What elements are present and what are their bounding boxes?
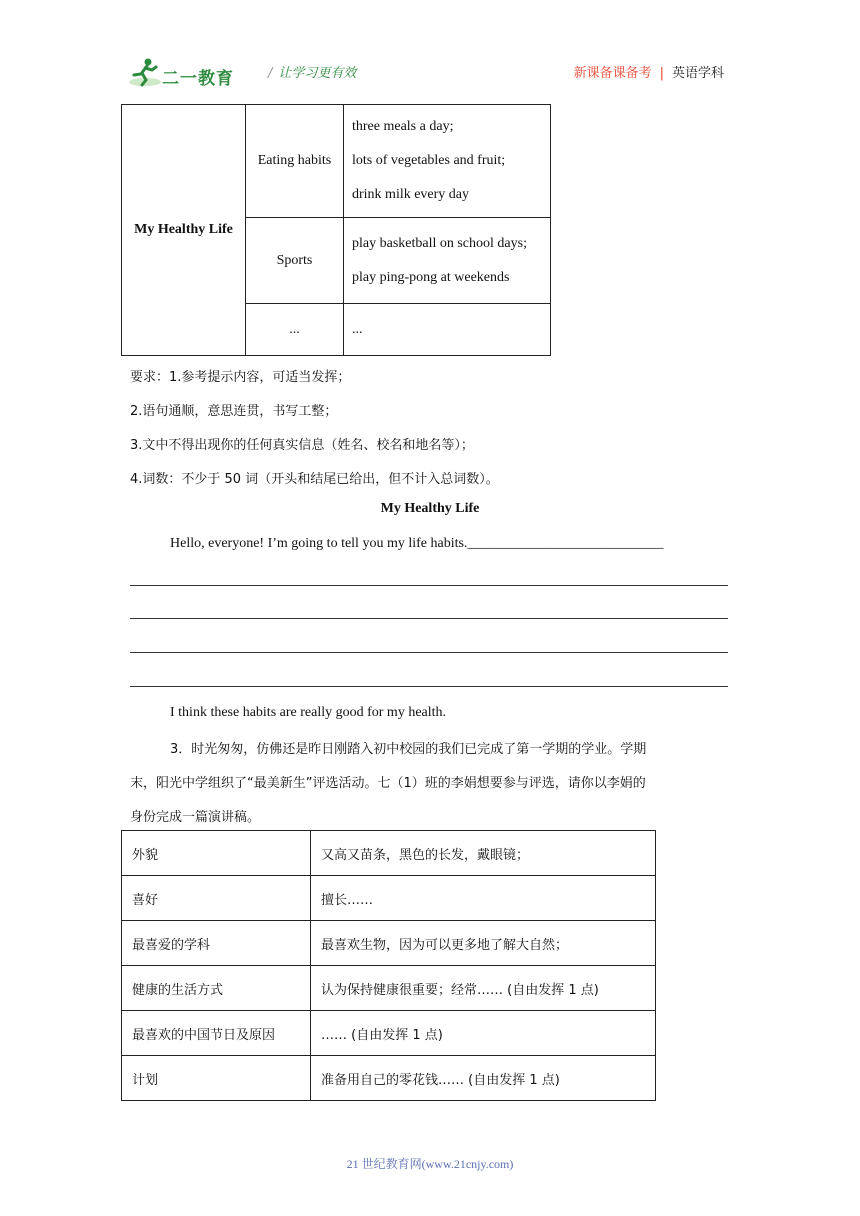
- requirement-3: 3.文中不得出现你的任何真实信息（姓名、校名和地名等）；: [130, 438, 474, 453]
- header-subject-label: 英语学科: [671, 66, 724, 81]
- detail-line: play basketball on school days;: [352, 235, 527, 251]
- header-divider: |: [659, 66, 664, 81]
- runner-icon: [128, 56, 162, 88]
- hint-key: 最喜爱的学科: [122, 921, 311, 966]
- hint-value: 最喜欢生物，因为可以更多地了解大自然；: [311, 921, 656, 966]
- hint-key: 健康的生活方式: [122, 966, 311, 1011]
- hint-value: 认为保持健康很重要；经常…… (自由发挥 1 点): [311, 966, 656, 1011]
- table-row: [122, 921, 656, 966]
- header-right: [574, 62, 724, 81]
- essay-opening: [170, 536, 663, 552]
- page-header: [128, 52, 728, 92]
- question3-line3: 身份完成一篇演讲稿。: [130, 810, 261, 825]
- hint-key: 外貌: [122, 831, 311, 876]
- logo: [128, 56, 238, 88]
- table-row: [122, 966, 656, 1011]
- category-cell: Sports: [246, 218, 344, 304]
- detail-line: lots of vegetables and fruit;: [352, 153, 506, 168]
- detail-line: three meals a day;: [352, 119, 454, 134]
- detail-line: play ping-pong at weekends: [352, 269, 510, 285]
- speech-hints-table: [121, 830, 656, 1101]
- hint-value: 又高又苗条，黑色的长发，戴眼镜；: [311, 831, 656, 876]
- question3-line1: 3．时光匆匆，仿佛还是昨日刚踏入初中校园的我们已完成了第一学期的学业。学期: [170, 742, 647, 757]
- requirement-2: 2.语句通顺，意思连贯，书写工整；: [130, 404, 338, 419]
- hint-key: 计划: [122, 1056, 311, 1101]
- table-row: [122, 831, 656, 876]
- hint-value: …… (自由发挥 1 点): [311, 1011, 656, 1056]
- table-row: [122, 1011, 656, 1056]
- writing-line[interactable]: [130, 618, 728, 619]
- writing-line[interactable]: [130, 686, 728, 687]
- detail-line: ...: [352, 321, 363, 337]
- essay-opening-text: Hello, everyone! I’m going to tell you my life habits.: [170, 536, 468, 551]
- details-cell: [344, 304, 551, 356]
- writing-line[interactable]: [130, 585, 728, 586]
- essay-opening-blank[interactable]: ____________________________: [467, 536, 664, 551]
- requirement-1: 要求：1.参考提示内容，可适当发挥；: [130, 370, 351, 385]
- essay-title: My Healthy Life: [380, 501, 480, 516]
- category-cell: ...: [246, 304, 344, 356]
- requirement-4: 4.词数：不少于 50 词（开头和结尾已给出，但不计入总词数）。: [130, 472, 499, 487]
- details-cell: [344, 218, 551, 304]
- table-row: [122, 876, 656, 921]
- page-footer[interactable]: 21 世纪教育网(www.21cnjy.com): [346, 1157, 514, 1171]
- header-course-label: 新课备课备考: [573, 66, 652, 81]
- detail-line: drink milk every day: [352, 187, 470, 202]
- table-row: [122, 1056, 656, 1101]
- hint-value: 准备用自己的零花钱…… (自由发挥 1 点): [311, 1056, 656, 1101]
- category-cell: Eating habits: [246, 105, 344, 218]
- writing-line[interactable]: [130, 652, 728, 653]
- hint-key: 最喜欢的中国节日及原因: [122, 1011, 311, 1056]
- healthy-life-table: [121, 104, 551, 356]
- slogan-text: 让学习更有效: [278, 66, 357, 81]
- slogan: / 让学习更有效: [268, 66, 357, 81]
- question3-line2: 末，阳光中学组织了“最美新生”评选活动。七（1）班的李娟想要参与评选，请你以李娟的: [130, 776, 646, 791]
- table-title-cell: My Healthy Life: [122, 105, 246, 356]
- hint-key: 喜好: [122, 876, 311, 921]
- hint-value: 擅长……: [311, 876, 656, 921]
- essay-closing: I think these habits are really good for my health.: [170, 705, 447, 720]
- details-cell: [344, 105, 551, 218]
- logo-text: 二一教育: [162, 69, 234, 89]
